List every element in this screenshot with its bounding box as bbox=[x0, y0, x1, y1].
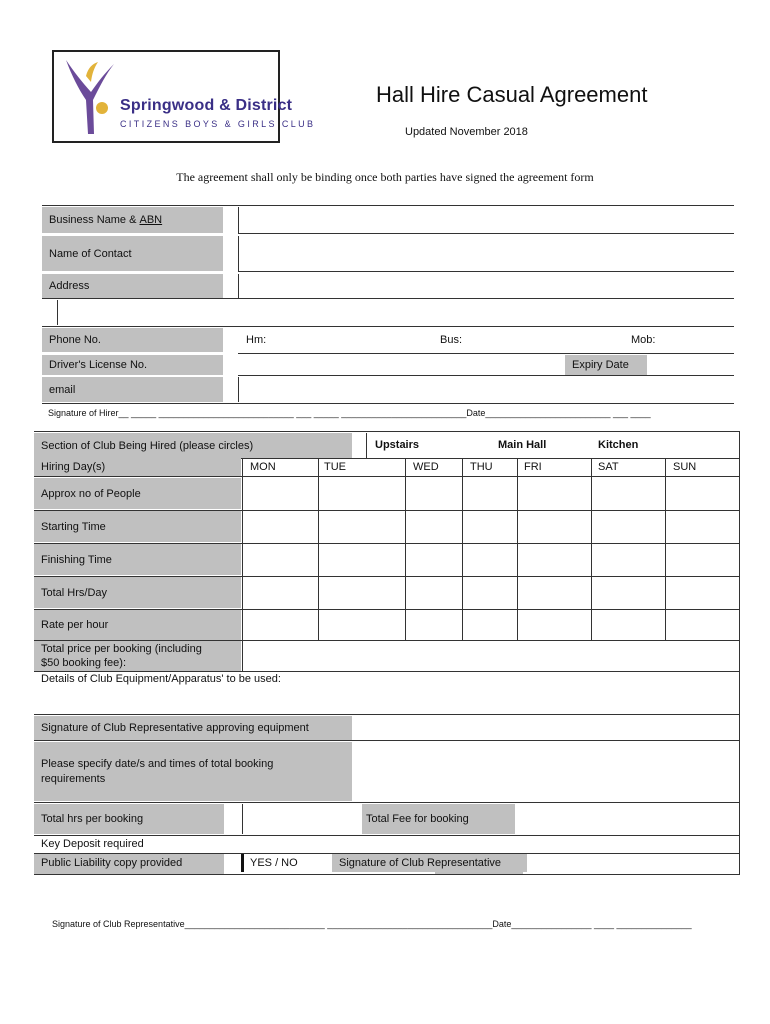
address-field[interactable] bbox=[240, 274, 734, 324]
row-label-rate: Rate per hour bbox=[34, 610, 241, 640]
phone-mobile-label: Mob: bbox=[631, 334, 656, 346]
section-hired-label: Section of Club Being Hired (please circles) bbox=[34, 433, 352, 458]
day-sat: SAT bbox=[598, 461, 619, 473]
divider bbox=[405, 458, 406, 640]
business-name-field[interactable] bbox=[240, 207, 734, 233]
contact-name-label: Name of Contact bbox=[42, 236, 223, 271]
club-logo bbox=[52, 50, 316, 143]
total-price-line-2: $50 booking fee): bbox=[41, 657, 127, 669]
contact-name-field[interactable] bbox=[240, 236, 734, 271]
hirer-signature-line: Signature of Hirer__ _____ ___________________________ ___ _____ _________________________Date_________________________ ___ ____ bbox=[48, 408, 651, 418]
divider bbox=[366, 433, 367, 458]
rule bbox=[34, 802, 740, 803]
divider bbox=[517, 458, 518, 640]
equipment-signature-label: Signature of Club Representative approving equipment bbox=[34, 716, 352, 740]
logo-name: Springwood & District bbox=[120, 97, 293, 114]
option-upstairs[interactable]: Upstairs bbox=[375, 439, 420, 451]
option-kitchen[interactable]: Kitchen bbox=[598, 439, 639, 451]
footer-signature-line: Signature of Club Representative____________________________ _________________________________Date________________ ____ _______________ bbox=[52, 919, 692, 929]
divider bbox=[242, 458, 243, 640]
total-hrs-field[interactable] bbox=[244, 804, 360, 834]
rule bbox=[34, 874, 740, 875]
row-label-total-hrs: Total Hrs/Day bbox=[34, 577, 241, 608]
rule bbox=[238, 233, 734, 234]
rule bbox=[42, 326, 734, 327]
divider bbox=[462, 458, 463, 640]
hiring-days-label: Hiring Day(s) bbox=[34, 458, 241, 476]
divider bbox=[242, 804, 243, 834]
row-label-finish: Finishing Time bbox=[34, 544, 241, 575]
license-field[interactable] bbox=[240, 355, 565, 375]
rule bbox=[34, 714, 740, 715]
divider bbox=[318, 458, 319, 640]
equipment-signature-field[interactable] bbox=[354, 716, 738, 740]
representative-signature-field[interactable] bbox=[529, 854, 738, 872]
logo-subtitle: CITIZENS BOYS & GIRLS CLUB bbox=[120, 119, 316, 129]
option-main-hall[interactable]: Main Hall bbox=[498, 439, 547, 451]
license-label: Driver's License No. bbox=[42, 355, 223, 375]
rule bbox=[34, 835, 740, 836]
divider bbox=[739, 431, 740, 874]
day-mon: MON bbox=[250, 461, 276, 473]
day-thu: THU bbox=[470, 461, 493, 473]
divider bbox=[57, 300, 58, 325]
expiry-field[interactable] bbox=[648, 355, 734, 375]
rule bbox=[42, 403, 734, 404]
row-label-people: Approx no of People bbox=[34, 478, 241, 509]
day-tue: TUE bbox=[324, 461, 346, 473]
day-fri: FRI bbox=[524, 461, 542, 473]
business-name-label bbox=[42, 207, 223, 233]
divider bbox=[238, 236, 239, 271]
row-label-start: Starting Time bbox=[34, 511, 241, 542]
rule bbox=[42, 205, 734, 206]
divider bbox=[242, 641, 243, 671]
total-price-field[interactable] bbox=[244, 641, 738, 671]
rule bbox=[238, 375, 734, 376]
address-label: Address bbox=[42, 274, 223, 298]
rule bbox=[238, 271, 734, 272]
rule bbox=[34, 476, 740, 477]
equipment-label: Details of Club Equipment/Apparatus' to be used: bbox=[41, 673, 281, 685]
divider bbox=[241, 854, 244, 872]
booking-requirements-line-1: Please specify date/s and times of total booking bbox=[41, 757, 274, 770]
key-deposit-label: Key Deposit required bbox=[41, 838, 144, 850]
booking-requirements-field[interactable] bbox=[354, 742, 738, 801]
club-logo-mark bbox=[58, 56, 120, 138]
phone-business-label: Bus: bbox=[440, 334, 463, 346]
booking-requirements-line-2: requirements bbox=[41, 772, 106, 785]
rule bbox=[34, 671, 740, 672]
booking-requirements-label bbox=[34, 742, 352, 801]
business-name-text: Business Name & bbox=[49, 214, 140, 226]
divider bbox=[238, 377, 239, 402]
day-wed: WED bbox=[413, 461, 439, 473]
representative-signature-label: Signature of Club Representative bbox=[332, 854, 527, 872]
total-fee-field[interactable] bbox=[517, 804, 738, 834]
rule bbox=[34, 740, 740, 741]
liability-yes-no[interactable]: YES / NO bbox=[250, 857, 298, 869]
updated-date: Updated November 2018 bbox=[405, 126, 528, 138]
rule bbox=[34, 431, 740, 432]
total-price-line-1: Total price per booking (including bbox=[41, 643, 202, 655]
divider bbox=[238, 274, 239, 298]
equipment-field[interactable] bbox=[34, 688, 738, 714]
divider bbox=[238, 207, 239, 233]
phone-label: Phone No. bbox=[42, 328, 223, 352]
phone-home-label: Hm: bbox=[246, 334, 267, 346]
total-hrs-label: Total hrs per booking bbox=[34, 804, 224, 834]
divider bbox=[591, 458, 592, 640]
page-title: Hall Hire Casual Agreement bbox=[376, 82, 648, 107]
day-sun: SUN bbox=[673, 461, 697, 473]
total-fee-label: Total Fee for booking bbox=[362, 804, 515, 834]
abn-text: ABN bbox=[139, 214, 163, 226]
rule bbox=[42, 298, 734, 299]
liability-label: Public Liability copy provided bbox=[34, 854, 224, 872]
rule bbox=[238, 353, 734, 354]
email-label: email bbox=[42, 377, 223, 402]
divider bbox=[665, 458, 666, 640]
binding-note: The agreement shall only be binding once both parties have signed the agreement form bbox=[176, 170, 594, 184]
email-field[interactable] bbox=[240, 377, 734, 402]
total-price-label bbox=[34, 641, 241, 671]
expiry-label: Expiry Date bbox=[565, 355, 647, 375]
